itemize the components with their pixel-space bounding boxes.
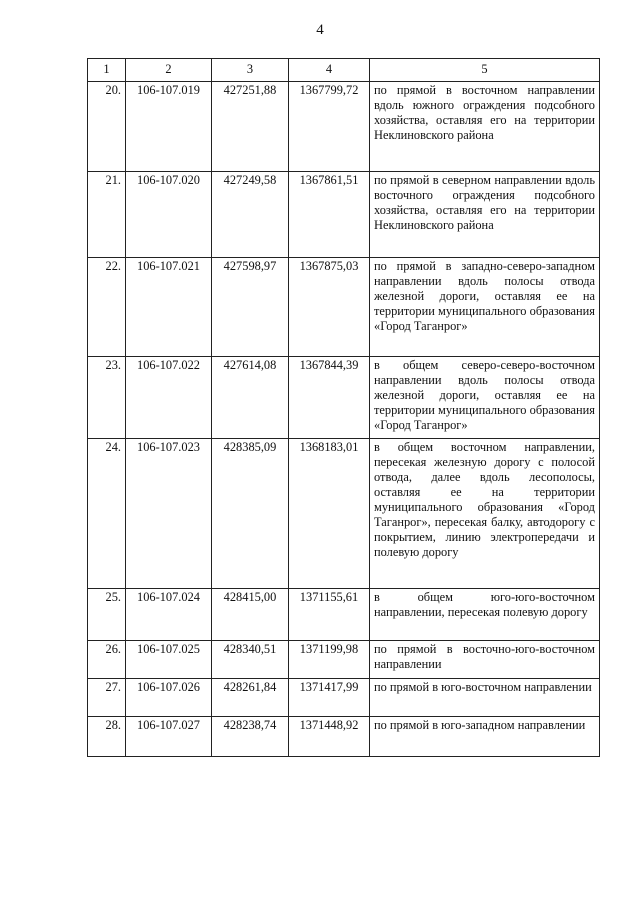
boundary-description: по прямой в восточно-юго-восточном направлении (370, 641, 600, 679)
coord-y: 1368183,01 (289, 439, 370, 589)
coord-y: 1371155,61 (289, 589, 370, 641)
table-row (88, 717, 600, 757)
coord-y: 1367861,51 (289, 172, 370, 258)
table-row (88, 679, 600, 717)
table-row (88, 589, 600, 641)
coord-x: 427249,58 (212, 172, 289, 258)
coord-x: 428385,09 (212, 439, 289, 589)
point-id: 106-107.019 (126, 82, 212, 172)
coord-x: 427251,88 (212, 82, 289, 172)
header-col-3: 3 (212, 59, 289, 82)
header-col-2: 2 (126, 59, 212, 82)
point-id: 106-107.025 (126, 641, 212, 679)
table-row (88, 439, 600, 589)
page-number: 4 (316, 22, 324, 38)
point-id: 106-107.020 (126, 172, 212, 258)
boundary-description: по прямой в западно-северо-западном направлении вдоль полосы отвода железной дороги, оставляя ее на территории муниципального образования «Город Таганрог» (370, 258, 600, 357)
table-row (88, 357, 600, 439)
row-number: 22. (88, 258, 126, 357)
table-row (88, 82, 600, 172)
table-row (88, 258, 600, 357)
boundary-description: по прямой в восточном направлении вдоль южного ограждения подсобного хозяйства, оставляя его на территории Неклиновского района (370, 82, 600, 172)
coord-x: 428238,74 (212, 717, 289, 757)
row-number: 26. (88, 641, 126, 679)
coord-y: 1371417,99 (289, 679, 370, 717)
boundary-points-table (87, 58, 600, 757)
table-row (88, 172, 600, 258)
boundary-description: по прямой в северном направлении вдоль восточного ограждения подсобного хозяйства, оставляя его на территории Неклиновского района (370, 172, 600, 258)
point-id: 106-107.022 (126, 357, 212, 439)
boundary-description: по прямой в юго-западном направлении (370, 717, 600, 757)
point-id: 106-107.026 (126, 679, 212, 717)
point-id: 106-107.027 (126, 717, 212, 757)
point-id: 106-107.023 (126, 439, 212, 589)
table-row (88, 641, 600, 679)
row-number: 27. (88, 679, 126, 717)
boundary-description: в общем северо-северо-восточном направлении вдоль полосы отвода железной дороги, оставляя ее на территории муниципального образования «Город Таганрог» (370, 357, 600, 439)
coord-x: 428261,84 (212, 679, 289, 717)
row-number: 23. (88, 357, 126, 439)
coord-x: 428415,00 (212, 589, 289, 641)
coord-x: 427598,97 (212, 258, 289, 357)
boundary-description: в общем восточном направлении, пересекая железную дорогу с полосой отвода, далее вдоль лесополосы, оставляя ее на территории муниципального образования «Город Таганрог», пересекая балку, автодорогу с покрытием, линию электропередачи и полевую дорогу (370, 439, 600, 589)
row-number: 24. (88, 439, 126, 589)
header-col-1: 1 (88, 59, 126, 82)
row-number: 25. (88, 589, 126, 641)
header-col-4: 4 (289, 59, 370, 82)
coord-y: 1367844,39 (289, 357, 370, 439)
row-number: 21. (88, 172, 126, 258)
row-number: 28. (88, 717, 126, 757)
row-number: 20. (88, 82, 126, 172)
coord-y: 1367875,03 (289, 258, 370, 357)
coord-x: 427614,08 (212, 357, 289, 439)
coord-y: 1367799,72 (289, 82, 370, 172)
coord-y: 1371199,98 (289, 641, 370, 679)
table-header-row (88, 59, 600, 82)
point-id: 106-107.021 (126, 258, 212, 357)
boundary-description: в общем юго-юго-восточном направлении, пересекая полевую дорогу (370, 589, 600, 641)
header-col-5: 5 (370, 59, 600, 82)
coord-y: 1371448,92 (289, 717, 370, 757)
coord-x: 428340,51 (212, 641, 289, 679)
point-id: 106-107.024 (126, 589, 212, 641)
boundary-description: по прямой в юго-восточном направлении (370, 679, 600, 717)
